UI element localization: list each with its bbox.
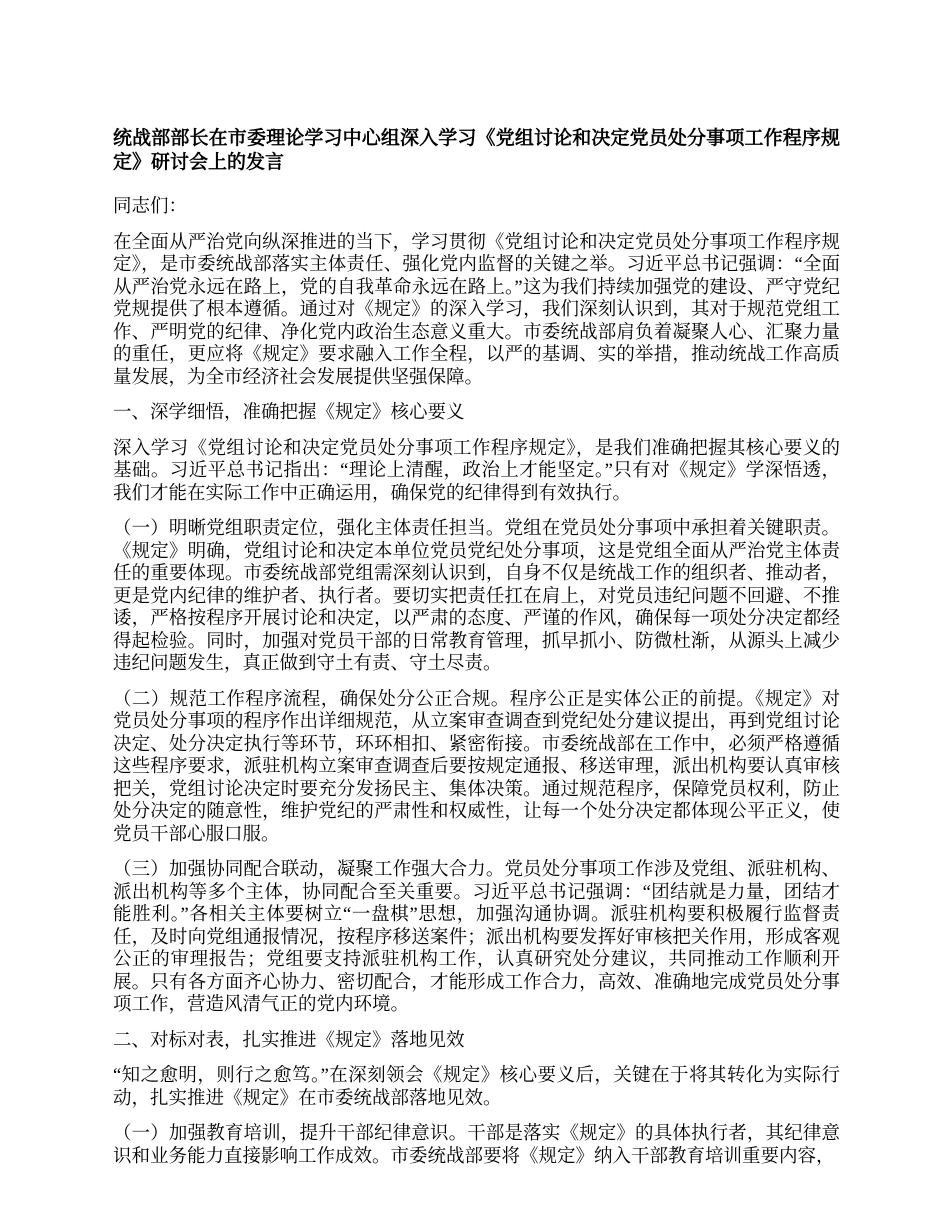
paragraph: 二、对标对表，扎实推进《规定》落地见效 xyxy=(113,1030,465,1051)
paragraph: 在全面从严治党向纵深推进的当下，学习贯彻《党组讨论和决定党员处分事项工作程序规定》，是市委统战部落实主体责任、强化党内监督的关键之举。习近平总书记强调：“全面从严治党永远在路上，党的自我革命永远在路上。”这为我们持续加强党的建设、严守党纪党规提供了根本遵循。通过对《规定》的深入学习，我们深刻认识到，其对于规范党组工作、严明党的纪律、净化党内政治生态意义重大。市委统战部肩负着凝聚人心、汇聚力量的重任，更应将《规定》要求融入工作全程，以严的基调、实的举措，推动统战工作高质量发展，为全市经济社会发展提供坚强保障。 xyxy=(113,232,840,388)
document-body xyxy=(113,196,840,1168)
paragraph: 同志们： xyxy=(113,197,188,217)
paragraph: 深入学习《党组讨论和决定党员处分事项工作程序规定》，是我们准确把握其核心要义的基础。习近平总书记指出：“理论上清醒，政治上才能坚定。”只有对《规定》学深悟透，我们才能在实际工作中正确运用，确保党的纪律得到有效执行。 xyxy=(113,438,840,504)
document-title: 统战部部长在市委理论学习中心组深入学习《党组讨论和决定党员处分事项工作程序规定》研讨会上的发言 xyxy=(113,128,840,173)
paragraph: 一、深学细悟，准确把握《规定》核心要义 xyxy=(113,403,465,423)
paragraph: （三）加强协同配合联动，凝聚工作强大合力。党员处分事项工作涉及党组、派驻机构、派出机构等多个主体，协同配合至关重要。习近平总书记强调：“团结就是力量，团结才能胜利。”各相关主体要树立“一盘棋”思想，加强沟通协调。派驻机构要积极履行监督责任，及时向党组通报情况，按程序移送案件；派出机构要发挥好审核把关作用，形成客观公正的审理报告；党组要支持派驻机构工作，认真研究处分建议，共同推动工作顺利开展。只有各方面齐心协力、密切配合，才能形成工作合力，高效、准确地完成党员处分事项工作，营造风清气正的党内环境。 xyxy=(113,860,840,1015)
paragraph: （二）规范工作程序流程，确保处分公正合规。程序公正是实体公正的前提。《规定》对党员处分事项的程序作出详细规范，从立案审查调查到党纪处分建议提出，再到党组讨论决定、处分决定执行等环节，环环相扣、紧密衔接。市委统战部在工作中，必须严格遵循这些程序要求，派驻机构立案审查调查后要按规定通报、移送审理，派出机构要认真审核把关，党组讨论决定时要充分发扬民主、集体决策。通过规范程序，保障党员权利，防止处分决定的随意性，维护党纪的严肃性和权威性，让每一个处分决定都体现公平正义，使党员干部心服口服。 xyxy=(113,689,840,845)
paragraph: “知之愈明，则行之愈笃。”在深刻领会《规定》核心要义后，关键在于将其转化为实际行动，扎实推进《规定》在市委统战部落地见效。 xyxy=(113,1066,840,1109)
paragraph: （一）加强教育培训，提升干部纪律意识。干部是落实《规定》的具体执行者，其纪律意识和业务能力直接影响工作成效。市委统战部要将《规定》纳入干部教育培训重要内容， xyxy=(113,1124,840,1167)
paragraph: （一）明晰党组职责定位，强化主体责任担当。党组在党员处分事项中承担着关键职责。《规定》明确，党组讨论和决定本单位党员党纪处分事项，这是党组全面从严治党主体责任的重要体现。市委统战部党组需深刻认识到，自身不仅是统战工作的组织者、推动者，更是党内纪律的维护者、执行者。要切实把责任扛在肩上，对党员违纪问题不回避、不推诿，严格按程序开展讨论和决定，以严肃的态度、严谨的作风，确保每一项处分决定都经得起检验。同时，加强对党员干部的日常教育管理，抓早抓小、防微杜渐，从源头上减少违纪问题发生，真正做到守土有责、守土尽责。 xyxy=(113,519,840,674)
